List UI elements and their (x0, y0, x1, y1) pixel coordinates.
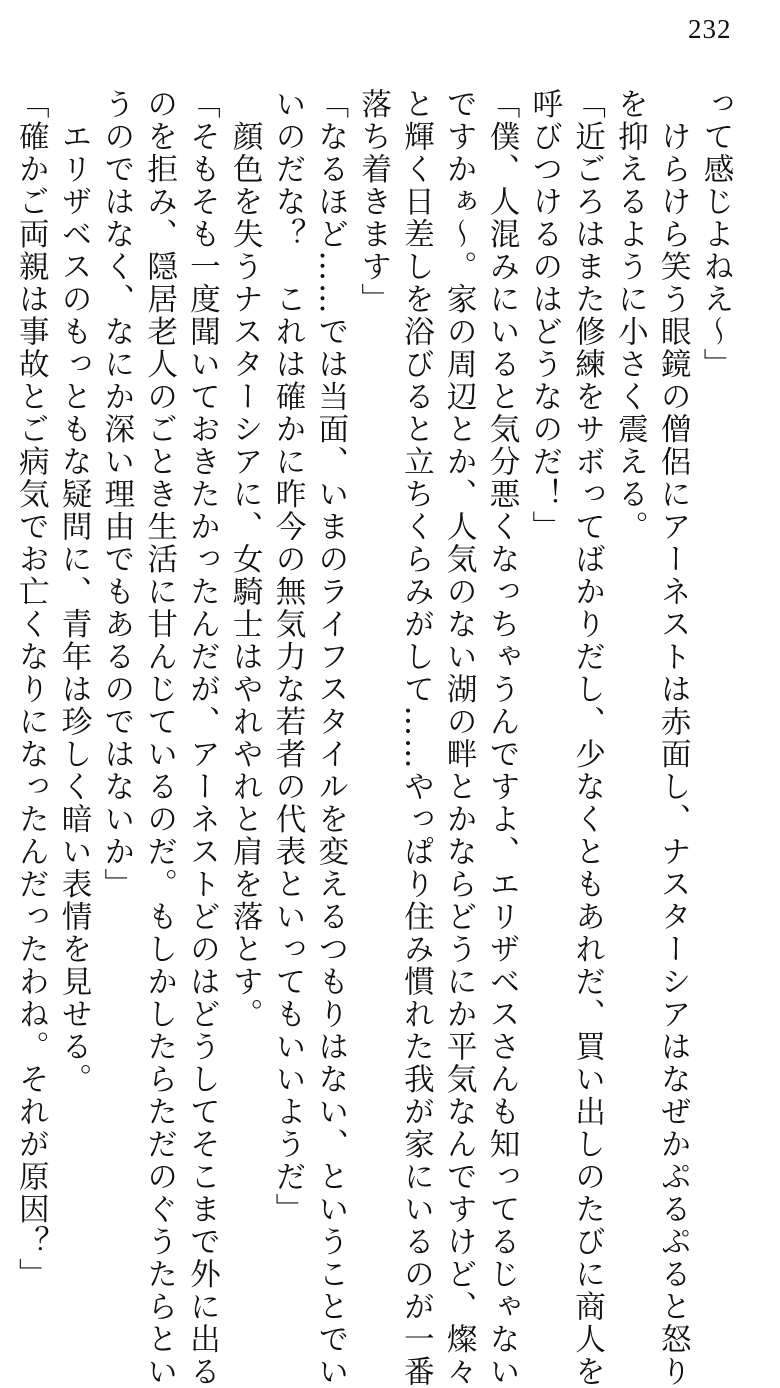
text-line: 「そもそも一度聞いておきたかったんだが、アーネストどのはどうしてそこまで外に出る (184, 88, 220, 1388)
text-line: エリザベスのもっともな疑問に、青年は珍しく暗い表情を見せる。 (56, 88, 92, 1096)
text-line: って感じよねえ～」 (698, 88, 733, 381)
text-line: うのではなく、なにか深い理由でもあるのではないか」 (98, 88, 134, 901)
vertical-text-body (13, 88, 733, 1388)
page-number: 232 (688, 14, 732, 44)
text-line: 「なるほど……では当面、いまのライフスタイルを変えるつもりはない、ということでい (312, 88, 348, 1388)
text-line: ですかぁ～。家の周辺とか、人気のない湖の畔とかならどうにか平気なんですけど、燦々 (441, 88, 477, 1388)
text-line: 「僕、人混みにいると気分悪くなっちゃうんですよ、エリザベスさんも知ってるじゃない (484, 88, 520, 1388)
text-line: 呼びつけるのはどうなのだ！」 (526, 88, 562, 543)
text-line: を抑えるように小さく震える。 (612, 88, 648, 543)
text-line: 「近ごろはまた修練をサボってばかりだし、少なくともあれだ、買い出しのたびに商人を (569, 88, 605, 1388)
text-line: と輝く日差しを浴びると立ちくらみがして……やっぱり住み慣れた我が家にいるのが一番 (398, 88, 434, 1388)
text-line: 落ち着きます」 (355, 88, 391, 316)
text-line: のを拒み、隠居老人のごとき生活に甘んじているのだ。もしかしたらただのぐうたらとい (141, 88, 177, 1388)
text-line: 「確かご両親は事故とご病気でお亡くなりになったんだったわね。それが原因？」 (13, 88, 49, 1291)
text-line: 顔色を失うナスターシアに、女騎士はやれやれと肩を落とす。 (227, 88, 263, 1031)
text-line: いのだな？ これは確かに昨今の無気力な若者の代表といってもいいようだ」 (270, 88, 306, 1226)
text-line: けらけら笑う眼鏡の僧侶にアーネストは赤面し、ナスターシアはなぜかぷるぷると怒り (655, 88, 691, 1388)
